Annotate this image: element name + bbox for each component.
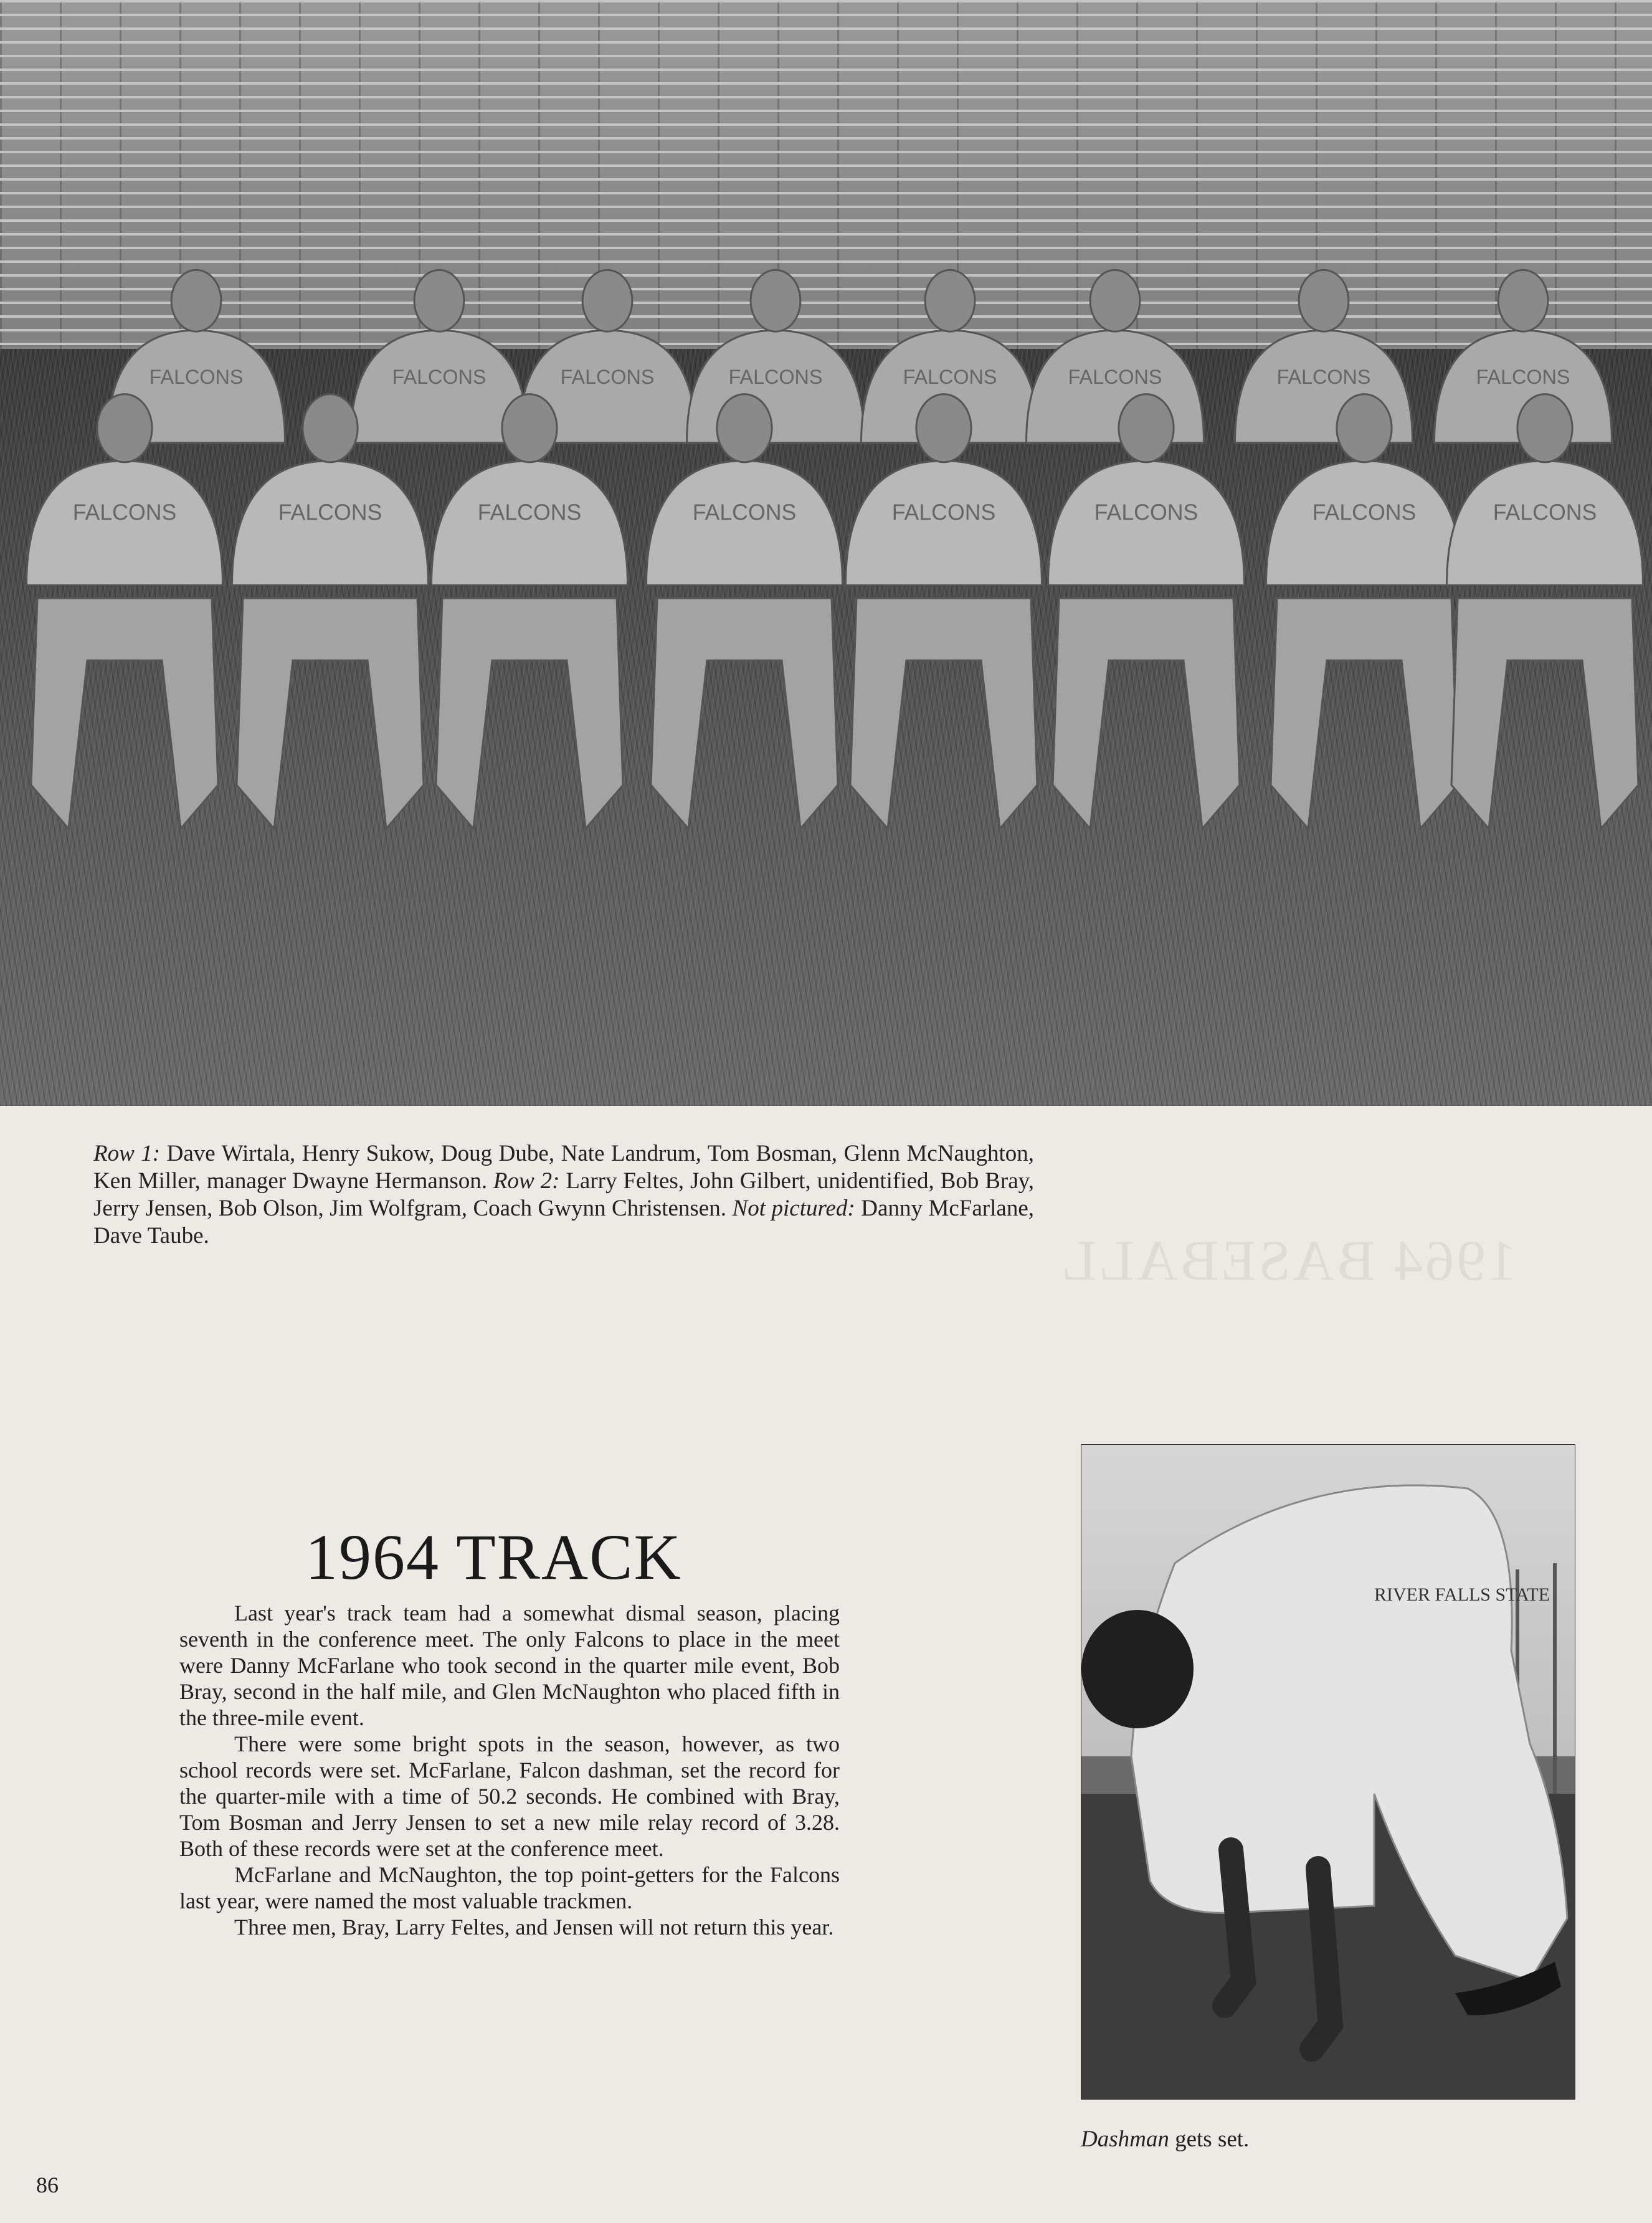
svg-text:FALCONS: FALCONS [149,365,244,388]
runner-body [1131,1485,1567,1981]
back-row-person [351,270,528,442]
dashman-photo [1081,1444,1575,2100]
row2-label: Row 2: [493,1168,560,1194]
paragraph-4: Three men, Bray, Larry Feltes, and Jensen will not return this year. [234,1915,834,1940]
svg-text:FALCONS: FALCONS [72,500,177,525]
svg-text:FALCONS: FALCONS [891,500,996,525]
page-title: 1964 TRACK [305,1521,682,1593]
paragraph-1: Last year's track team had a somewhat dismal season, placing seventh in the conference meet. The only Falcons to place in the meet were Danny McFarlane who took second in the quarter mile event, Bob Bray, second in the half mile, and Glen McNaughton who placed fifth in the three-mile event. [179,1601,840,1730]
team-photo [0,0,1652,1106]
row1-names: Dave Wirtala, Henry Sukow, Doug Dube, Nate Landrum, Tom Bosman, Glenn McNaughton, Ken Miller, manager Dwayne Hermanson. [93,1141,1035,1194]
team-figures [0,0,1652,1106]
back-row-person [1027,270,1204,442]
front-row-legs [651,598,838,829]
svg-text:FALCONS: FALCONS [560,365,655,388]
front-row-legs [31,598,218,829]
svg-text:FALCONS: FALCONS [1094,500,1199,525]
svg-text:FALCONS: FALCONS [1493,500,1597,525]
svg-text:FALCONS: FALCONS [692,500,797,525]
front-row-legs [436,598,623,829]
front-row [27,394,1643,829]
svg-text:FALCONS: FALCONS [1068,365,1162,388]
not-pictured-names: Danny McFarlane, Dave Taube. [93,1196,1034,1249]
row1-label: Row 1: [93,1141,161,1166]
runner-head [1081,1610,1194,1728]
front-row-legs [237,598,424,829]
svg-text:FALCONS: FALCONS [1312,500,1417,525]
dashman-caption-italic: Dashman [1081,2126,1169,2152]
paragraph-3: McFarlane and McNaughton, the top point-getters for the Falcons last year, were named the most valuable trackmen. [179,1862,840,1913]
svg-text:FALCONS: FALCONS [903,365,997,388]
paragraph-2: There were some bright spots in the season, however, as two school records were set. McFarlane, Falcon dashman, set the record for the quarter-mile with a time of 50.2 seconds. He combined with Bray, Tom Bosman and Jerry Jensen to set a new mile relay record of 3.28. Both of these records were set at the conference meet. [179,1731,840,1861]
front-row-legs [1271,598,1458,829]
svg-text:FALCONS: FALCONS [728,365,823,388]
front-row-legs [1053,598,1240,829]
front-row-legs [1451,598,1638,829]
article-body [179,1600,840,1940]
dashman-caption [1081,2126,1249,2153]
svg-text:FALCONS: FALCONS [477,500,582,525]
team-caption [93,1140,1034,1250]
front-row-legs [850,598,1037,829]
not-pictured-label: Not pictured: [732,1196,855,1221]
runner-left-arm [1225,1850,1243,2006]
sweatshirt-text: RIVER FALLS STATE [1374,1584,1550,1605]
back-row-person [687,270,865,442]
row2-names: Larry Feltes, John Gilbert, unidentified, Bob Bray, Jerry Jensen, Bob Olson, Jim Wolfgram, Coach Gwynn Christensen. [93,1168,1034,1221]
svg-text:FALCONS: FALCONS [1476,365,1570,388]
page-number: 86 [36,2173,59,2197]
svg-text:FALCONS: FALCONS [278,500,382,525]
svg-text:FALCONS: FALCONS [392,365,487,388]
svg-text:FALCONS: FALCONS [1276,365,1371,388]
dashman-caption-rest: gets set. [1169,2126,1250,2152]
bleed-through-text: 1964 BASEBALL [1059,1229,1517,1292]
dashman-illustration [1081,1445,1575,2099]
